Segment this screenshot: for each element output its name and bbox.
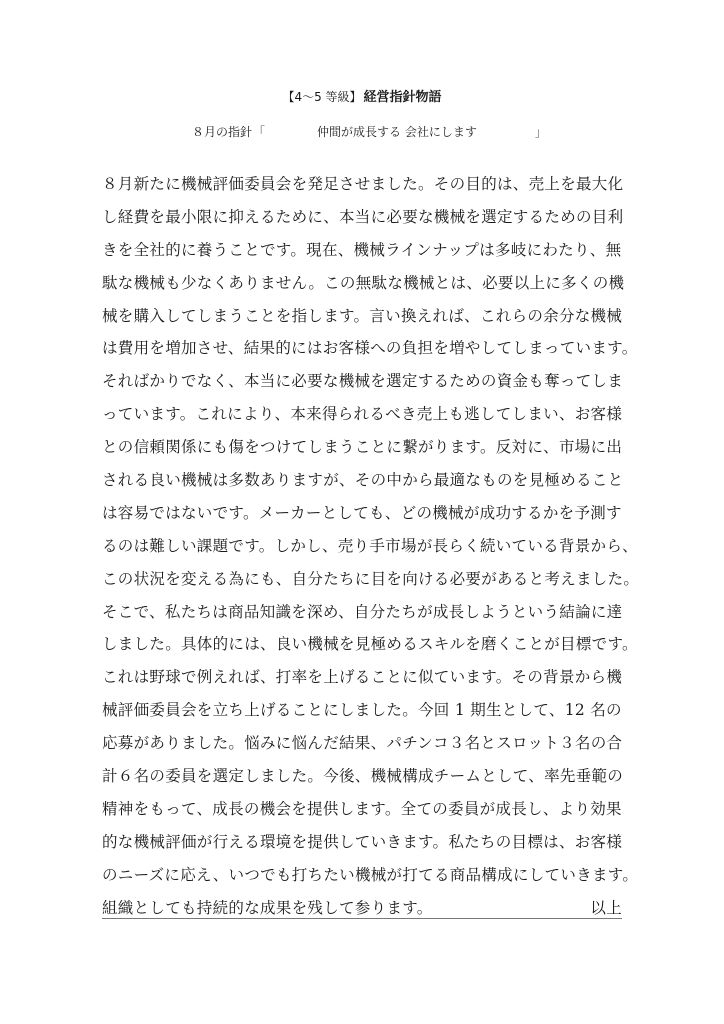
bottom-divider bbox=[102, 918, 622, 919]
closing-mark: 以上 bbox=[590, 898, 622, 917]
text-line: される良い機械は多数ありますが、その中から最適なものを見極めること bbox=[102, 471, 624, 490]
text-line: そればかりでなく、本当に必要な機械を選定するための資金も奪ってしま bbox=[102, 372, 624, 391]
text-line: は容易ではないです。メーカーとしても、どの機械が成功するかを予測す bbox=[102, 503, 622, 522]
open-bracket: 「 bbox=[253, 125, 266, 139]
text-line: 械を購入してしまうことを指します。言い換えれば、これらの余分な機械 bbox=[102, 306, 623, 325]
text-line: ８月新たに機械評価委員会を発足させました。その目的は、売上を最大化 bbox=[102, 175, 624, 193]
text-line: そこで、私たちは商品知識を深め、自分たちが成長しようという結論に達 bbox=[102, 602, 623, 621]
grade-label: 【4～5 等級】 bbox=[282, 90, 362, 104]
text-line: との信頼関係にも傷をつけてしまうことに繋がります。反対に、市場に出 bbox=[102, 438, 623, 457]
guideline-theme: 仲間が成長する 会社にします bbox=[317, 125, 477, 139]
text-line: 的な機械評価が行える環境を提供していきます。私たちの目標は、お客様 bbox=[102, 832, 623, 851]
text-line: 精神をもって、成長の機会を提供します。全ての委員が成長し、より効果 bbox=[102, 799, 622, 818]
guideline-label: ８月の指針 bbox=[192, 125, 253, 139]
title-text: 経営指針物語 bbox=[363, 90, 442, 105]
text-line: この状況を変える為にも、自分たちに目を向ける必要があると考えました。 bbox=[102, 569, 640, 588]
text-line: 応募がありました。悩みに悩んだ結果、パチンコ３名とスロット３名の合 bbox=[102, 734, 623, 753]
text-line: きを全社的に養うことです。現在、機械ラインナップは多岐にわたり、無 bbox=[102, 240, 622, 259]
text-line: 械評価委員会を立ち上げることにしました。今回 1 期生として、12 名の bbox=[102, 701, 622, 720]
close-bracket: 」 bbox=[534, 125, 547, 139]
text-line: 計６名の委員を選定しました。今後、機械構成チームとして、率先垂範の bbox=[102, 767, 624, 786]
final-sentence: 組織としても持続的な成果を残して参ります。 bbox=[102, 898, 433, 917]
body-paragraph bbox=[102, 168, 640, 924]
text-line: のニーズに応え、いつでも打ちたい機械が打てる商品構成にしていきます。 bbox=[102, 865, 639, 884]
text-line: し経費を最小限に抑えるために、本当に必要な機械を選定するための目利 bbox=[102, 207, 624, 226]
text-line: は費用を増加させ、結果的にはお客様への負担を増やしてしまっています。 bbox=[102, 339, 638, 358]
text-line: 駄な機械も少なくありません。この無駄な機械とは、必要以上に多くの機 bbox=[102, 273, 625, 292]
text-line: これは野球で例えれば、打率を上げることに似ています。その背景から機 bbox=[102, 668, 623, 687]
text-line: るのは難しい課題です。しかし、売り手市場が長らく続いている背景から、 bbox=[102, 536, 638, 555]
text-line: っています。これにより、本来得られるべき売上も逃してしまい、お客様 bbox=[102, 405, 623, 424]
text-line: しました。具体的には、良い機械を見極めるスキルを磨くことが目標です。 bbox=[102, 635, 638, 654]
final-line bbox=[102, 892, 622, 925]
monthly-guideline bbox=[192, 124, 552, 140]
document-title bbox=[0, 88, 724, 107]
